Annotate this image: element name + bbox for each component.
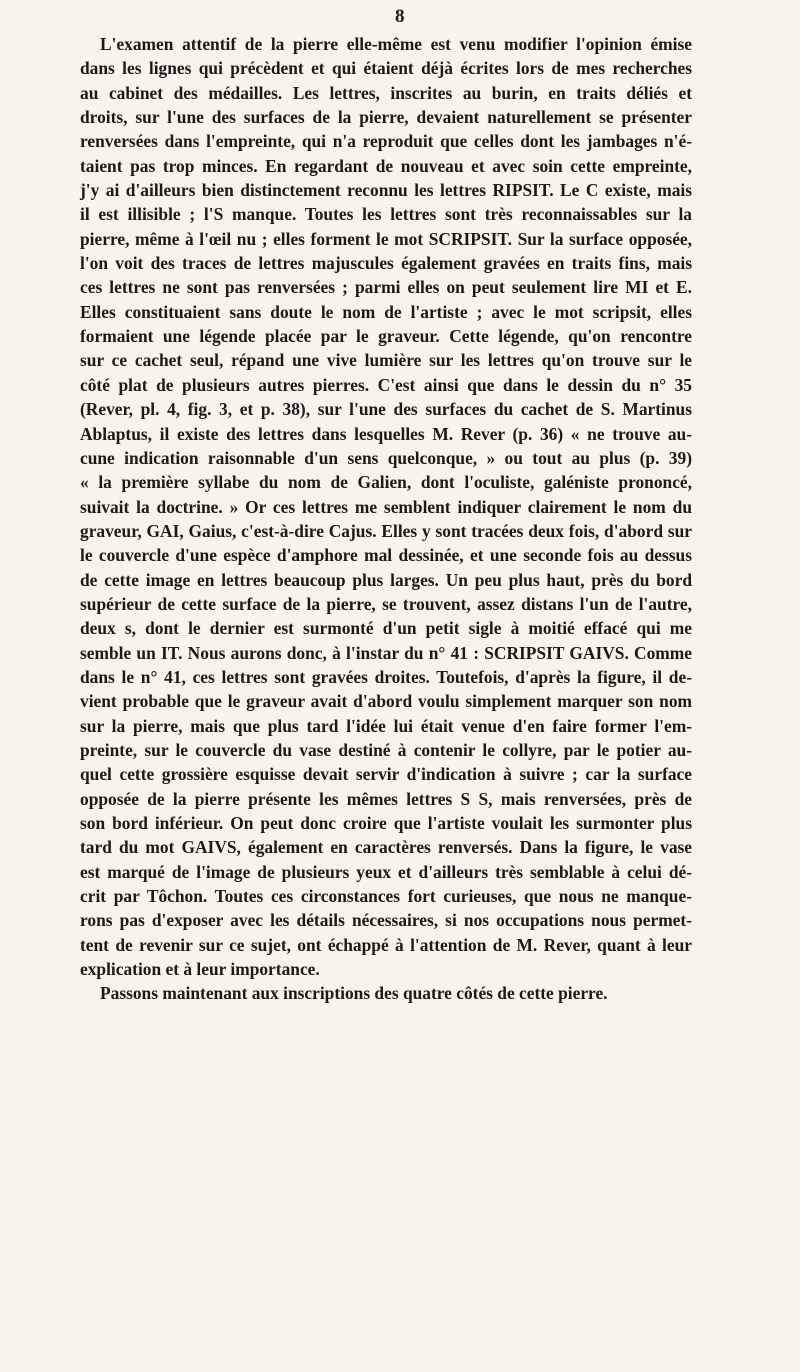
text-line: dans les lignes qui précèdent et qui étaient déjà écrites lors de mes recherches: [80, 58, 692, 79]
text-line: rons pas d'exposer avec les détails nécessaires, si nos occupations nous permet-: [80, 910, 692, 931]
text-line: formaient une légende placée par le graveur. Cette légende, qu'on rencontre: [80, 326, 692, 347]
text-line: semble un IT. Nous aurons donc, à l'instar du n° 41 : SCRIPSIT GAIVS. Comme: [80, 642, 692, 663]
text-line: preinte, sur le couvercle du vase destiné à contenir le collyre, par le potier au-: [80, 739, 692, 760]
page-number: 8: [395, 6, 405, 27]
text-line: Ablaptus, il existe des lettres dans lesquelles M. Rever (p. 36) « ne trouve au-: [80, 423, 692, 444]
text-line: « la première syllabe du nom de Galien, dont l'oculiste, galéniste prononcé,: [80, 472, 692, 493]
text-line: vient probable que le graveur avait d'abord voulu simplement marquer son nom: [80, 691, 692, 712]
text-line: tard du mot GAIVS, également en caractères renversés. Dans la figure, le vase: [80, 837, 692, 858]
paragraph: [80, 32, 692, 981]
text-line: est marqué de l'image de plusieurs yeux et d'ailleurs très semblable à celui dé-: [80, 861, 692, 882]
text-line: suivait la doctrine. » Or ces lettres me semblent indiquer clairement le nom du: [80, 496, 692, 517]
text-line: (Rever, pl. 4, fig. 3, et p. 38), sur l'une des surfaces du cachet de S. Martinus: [80, 399, 692, 420]
text-line: tent de revenir sur ce sujet, ont échappé à l'attention de M. Rever, quant à leur: [80, 934, 692, 955]
text-line: Passons maintenant aux inscriptions des quatre côtés de cette pierre.: [100, 983, 608, 1004]
text-line: j'y ai d'ailleurs bien distinctement reconnu les lettres RIPSIT. Le C existe, mais: [80, 180, 692, 201]
text-line: de cette image en lettres beaucoup plus larges. Un peu plus haut, près du bord: [80, 569, 692, 590]
text-line: dans le n° 41, ces lettres sont gravées droites. Toutefois, d'après la figure, il de-: [80, 666, 692, 687]
text-line: taient pas trop minces. En regardant de nouveau et avec soin cette empreinte,: [80, 155, 692, 176]
text-line: opposée de la pierre présente les mêmes lettres S S, mais renversées, près de: [80, 788, 692, 809]
text-line: Elles constituaient sans doute le nom de l'artiste ; avec le mot scripsit, elles: [80, 301, 692, 322]
text-line: deux s, dont le dernier est surmonté d'un petit sigle à moitié effacé qui me: [80, 618, 692, 639]
text-line: le couvercle d'une espèce d'amphore mal dessinée, et une seconde fois au dessus: [80, 545, 692, 566]
text-line: explication et à leur importance.: [80, 959, 320, 980]
text-line: droits, sur l'une des surfaces de la pierre, devaient naturellement se présenter: [80, 107, 692, 128]
text-line: renversées dans l'empreinte, qui n'a reproduit que celles dont les jambages n'é-: [80, 131, 692, 152]
text-line: pierre, même à l'œil nu ; elles forment le mot SCRIPSIT. Sur la surface opposée,: [80, 228, 692, 249]
body-text: [80, 32, 692, 1006]
text-line: sur la pierre, mais que plus tard l'idée lui était venue d'en faire former l'em-: [80, 715, 692, 736]
text-line: L'examen attentif de la pierre elle-même est venu modifier l'opinion émise: [100, 34, 692, 54]
text-line: ces lettres ne sont pas renversées ; parmi elles on peut seulement lire MI et E.: [80, 277, 692, 298]
text-line: quel cette grossière esquisse devait servir d'indication à suivre ; car la surface: [80, 764, 692, 785]
text-line: l'on voit des traces de lettres majuscules également gravées en traits fins, mais: [80, 253, 692, 274]
text-line: côté plat de plusieurs autres pierres. C'est ainsi que dans le dessin du n° 35: [80, 374, 692, 395]
text-line: il est illisible ; l'S manque. Toutes les lettres sont très reconnaissables sur la: [80, 204, 692, 225]
text-line: son bord inférieur. On peut donc croire que l'artiste voulait les surmonter plus: [80, 813, 692, 833]
text-line: graveur, GAI, Gaius, c'est-à-dire Cajus. Elles y sont tracées deux fois, d'abord sur: [80, 520, 692, 541]
text-line: supérieur de cette surface de la pierre, se trouvent, assez distans l'un de l'autre,: [80, 593, 692, 614]
text-line: crit par Tôchon. Toutes ces circonstances fort curieuses, que nous ne manque-: [80, 886, 692, 907]
text-line: au cabinet des médailles. Les lettres, inscrites au burin, en traits déliés et: [80, 82, 692, 103]
text-line: cune indication raisonnable d'un sens quelconque, » ou tout au plus (p. 39): [80, 447, 692, 468]
text-line: sur ce cachet seul, répand une vive lumière sur les lettres qu'on trouve sur le: [80, 350, 692, 371]
paragraph: [80, 981, 692, 1005]
